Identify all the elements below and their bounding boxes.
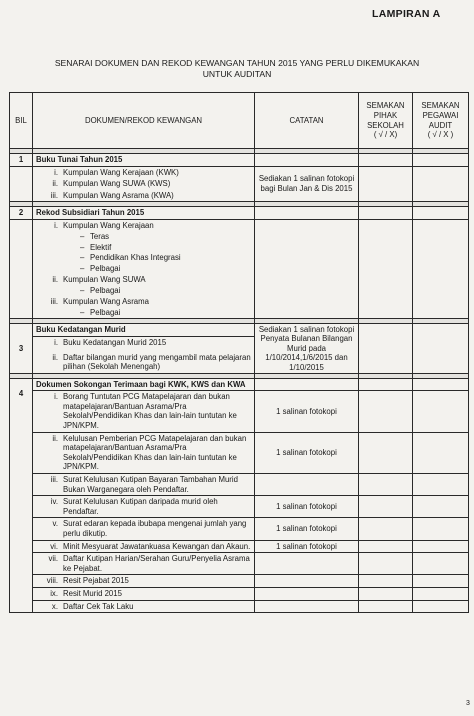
header-catatan: CATATAN	[255, 93, 359, 149]
table-row	[10, 518, 469, 540]
table-row	[10, 540, 469, 553]
check-cell-audit[interactable]	[413, 496, 469, 518]
document-title	[0, 58, 474, 80]
catatan-cell: 1 salinan fotokopi	[255, 391, 359, 432]
sub-item: – Pelbagai	[80, 286, 121, 296]
list-item: i. Kumpulan Wang Kerajaan	[54, 220, 154, 230]
check-cell-audit[interactable]	[413, 474, 469, 496]
table-row	[10, 496, 469, 518]
check-cell-school[interactable]	[359, 575, 413, 588]
catatan-cell: 1 salinan fotokopi	[255, 496, 359, 518]
catatan-cell	[255, 474, 359, 496]
check-cell-audit[interactable]	[413, 600, 469, 613]
catatan-cell: Sediakan 1 salinan fotokopi Penyata Bulanan Bilangan Murid pada 1/10/2014,1/6/2015 dan 1/10/2015	[255, 324, 359, 373]
document-table	[9, 92, 469, 613]
section-title: Buku Kedatangan Murid	[33, 324, 255, 337]
section-1-items	[10, 166, 469, 202]
check-cell-audit[interactable]	[413, 575, 469, 588]
list-item: i. Buku Kedatangan Murid 2015	[54, 337, 167, 347]
list-item: ii. Kumpulan Wang SUWA (KWS)	[52, 179, 171, 189]
catatan-cell: 1 salinan fotokopi	[255, 540, 359, 553]
list-item: ii. Daftar bilangan murid yang mengambil mata pelajaran pilihan (Sekolah Menengah)	[52, 352, 251, 372]
catatan-cell: 1 salinan fotokopi	[255, 518, 359, 540]
list-item: i. Borang Tuntutan PCG Matapelajaran dan bukan matapelajaran/Bantuan Asrama/Pra Sekolah/Pendidikan Khas dan lain-lain tuntutan ke JPN/KPM.	[54, 392, 237, 431]
check-cell-school[interactable]	[359, 474, 413, 496]
check-cell-school[interactable]	[359, 378, 413, 391]
check-cell-audit[interactable]	[413, 391, 469, 432]
check-cell-audit[interactable]	[413, 166, 469, 202]
check-cell-school[interactable]	[359, 166, 413, 202]
check-cell-audit[interactable]	[413, 553, 469, 575]
list-item: viii. Resit Pejabat 2015	[46, 576, 129, 586]
check-cell-school[interactable]	[359, 219, 413, 318]
sub-item: – Pelbagai	[80, 263, 121, 273]
catatan-cell	[255, 553, 359, 575]
section-3-item-list	[33, 336, 255, 373]
catatan-cell: Sediakan 1 salinan fotokopi bagi Bulan Jan & Dis 2015	[255, 166, 359, 202]
header-semakan-sekolah: SEMAKAN PIHAK SEKOLAH ( √ / X)	[359, 93, 413, 149]
check-cell-school[interactable]	[359, 518, 413, 540]
header-semakan-audit: SEMAKAN PEGAWAI AUDIT ( √ / X )	[413, 93, 469, 149]
table-row	[10, 600, 469, 613]
check-cell-audit[interactable]	[413, 432, 469, 473]
table-row	[10, 587, 469, 600]
list-item: ix. Resit Murid 2015	[50, 588, 122, 598]
list-item: x. Daftar Cek Tak Laku	[51, 601, 134, 611]
check-cell-audit[interactable]	[413, 207, 469, 220]
check-cell-school[interactable]	[359, 553, 413, 575]
check-cell-audit[interactable]	[413, 587, 469, 600]
section-title: Rekod Subsidiari Tahun 2015	[33, 207, 255, 220]
catatan-cell	[255, 600, 359, 613]
sub-item: – Teras	[80, 232, 110, 242]
section-title: Dokumen Sokongan Terimaan bagi KWK, KWS dan KWA	[33, 378, 255, 391]
check-cell-audit[interactable]	[413, 219, 469, 318]
list-item: v. Surat edaran kepada ibubapa mengenai jumlah yang perlu dikutip.	[52, 519, 247, 538]
list-item: ii. Kelulusan Pemberian PCG Matapelajaran dan bukan matapelajaran/Bantuan Asrama/Pra Sekolah/Pendidikan Khas dan lain-lain tuntutan ke JPN/KPM.	[52, 433, 247, 472]
title-line-1: SENARAI DOKUMEN DAN REKOD KEWANGAN TAHUN 2015 YANG PERLU DIKEMUKAKAN	[54, 58, 420, 68]
check-cell-school[interactable]	[359, 600, 413, 613]
section-row-3	[10, 324, 469, 337]
list-item: vii. Daftar Kutipan Harian/Serahan Guru/Penyelia Asrama ke Pejabat.	[48, 554, 250, 573]
header-dokumen: DOKUMEN/REKOD KEWANGAN	[33, 93, 255, 149]
check-cell-school[interactable]	[359, 391, 413, 432]
table-header-row	[10, 93, 469, 149]
check-cell-audit[interactable]	[413, 518, 469, 540]
check-cell-school[interactable]	[359, 154, 413, 167]
check-cell-audit[interactable]	[413, 154, 469, 167]
section-row-2	[10, 207, 469, 220]
header-bil: BIL	[10, 93, 33, 149]
sub-item: – Pelbagai	[80, 308, 121, 318]
catatan-cell: 1 salinan fotokopi	[255, 432, 359, 473]
list-item: iii. Kumpulan Wang Asrama	[50, 297, 149, 307]
title-line-2: UNTUK AUDITAN	[202, 69, 272, 79]
section-bil: 1	[10, 154, 33, 167]
check-cell-school[interactable]	[359, 432, 413, 473]
list-item: ii. Kumpulan Wang SUWA	[52, 274, 146, 284]
check-cell-school[interactable]	[359, 496, 413, 518]
section-bil: 3	[10, 324, 33, 373]
table-row	[10, 391, 469, 432]
check-cell-audit[interactable]	[413, 324, 469, 373]
section-bil: 2	[10, 207, 33, 220]
check-cell-audit[interactable]	[413, 378, 469, 391]
check-cell-school[interactable]	[359, 324, 413, 373]
list-item: i. Kumpulan Wang Kerajaan (KWK)	[54, 167, 179, 177]
list-item: iv. Surat Kelulusan Kutipan daripada murid oleh Pendaftar.	[50, 497, 218, 516]
table-row	[10, 575, 469, 588]
check-cell-audit[interactable]	[413, 540, 469, 553]
table-row	[10, 432, 469, 473]
section-title: Buku Tunai Tahun 2015	[33, 154, 255, 167]
section-row-1	[10, 154, 469, 167]
sub-item: – Pendidikan Khas Integrasi	[80, 253, 181, 263]
table-row	[10, 474, 469, 496]
sub-item: – Elektif	[80, 242, 112, 252]
catatan-cell	[255, 575, 359, 588]
list-item: iii. Kumpulan Wang Asrama (KWA)	[50, 190, 174, 200]
catatan-cell	[255, 587, 359, 600]
section-row-4	[10, 378, 469, 391]
section-2-item-list	[33, 219, 255, 318]
section-2-items	[10, 219, 469, 318]
page-number: 3	[466, 700, 470, 707]
check-cell-school[interactable]	[359, 587, 413, 600]
check-cell-school[interactable]	[359, 207, 413, 220]
check-cell-school[interactable]	[359, 540, 413, 553]
section-1-item-list	[33, 166, 255, 202]
section-bil: 4	[10, 378, 33, 612]
lampiran-label: LAMPIRAN A	[372, 8, 441, 20]
list-item: vi. Minit Mesyuarat Jawatankuasa Kewangan dan Akaun.	[50, 541, 251, 551]
table-row	[10, 553, 469, 575]
list-item: iii. Surat Kelulusan Kutipan Bayaran Tambahan Murid Bukan Warganegara oleh Pendaftar.	[50, 475, 238, 494]
